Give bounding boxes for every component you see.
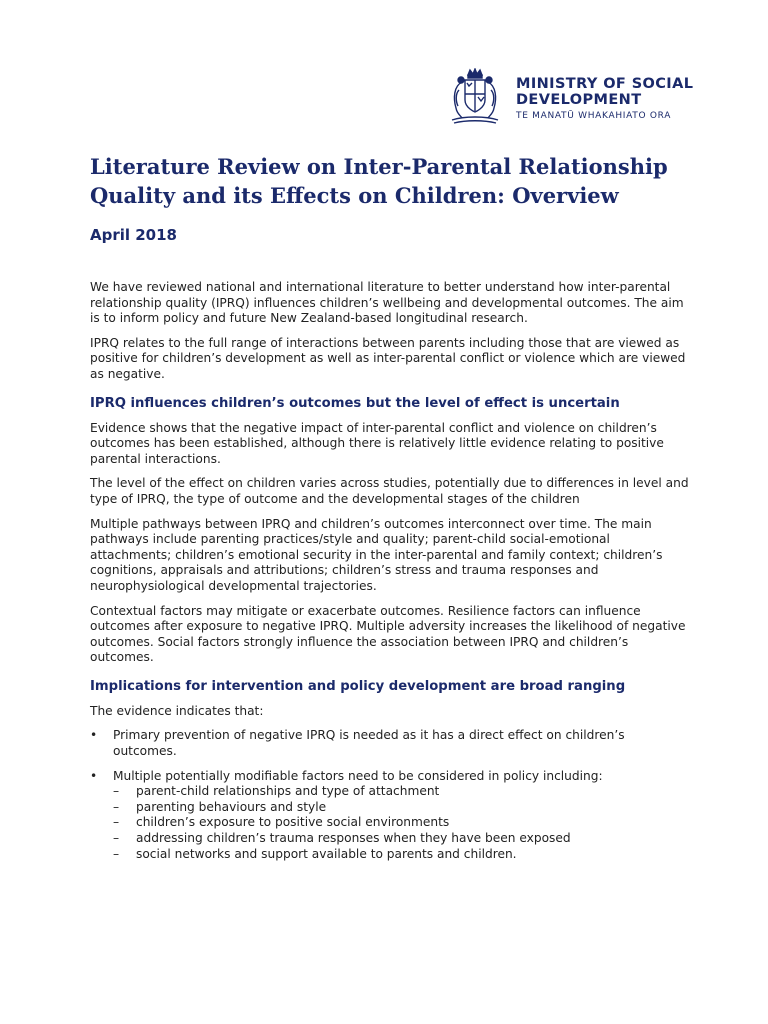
dash-icon: – [113, 831, 120, 846]
bullet-text: Multiple potentially modifiable factors need to be considered in policy including: [113, 768, 603, 783]
sublist-text: parenting behaviours and style [136, 799, 327, 814]
sublist-text: addressing children’s trauma responses when they have been exposed [136, 831, 571, 846]
list-item [90, 769, 690, 863]
document-title-line1: Literature Review on Inter-Parental Relationship [90, 154, 668, 179]
section1-paragraph-4: Contextual factors may mitigate or exacerbate outcomes. Resilience factors can influence outcomes after exposure to negative IPRQ. Multiple adversity increases the likelihood of negative outcomes. Social factors strongly influence the association between IPRQ and children’s outcomes. [90, 603, 686, 665]
section1-paragraph-2: The level of the effect on children varies across studies, potentially due to differences in level and type of IPRQ, the type of outcome and the developmental stages of the children [90, 476, 689, 506]
sublist-text: parent-child relationships and type of attachment [136, 784, 440, 799]
bullet-text: Primary prevention of negative IPRQ is needed as it has a direct effect on children’s outcomes. [113, 728, 625, 759]
document-date: April 2018 [90, 226, 177, 244]
ministry-maori-name: TE MANATŪ WHAKAHIATO ORA [516, 111, 672, 121]
dash-icon: – [113, 815, 120, 830]
dash-icon: – [113, 784, 120, 799]
section1-paragraph-1: Evidence shows that the negative impact of inter-parental conflict and violence on children’s outcomes has been established, although there is relatively little evidence relating to positive parental interactions. [90, 420, 664, 466]
document-title-line2: Quality and its Effects on Children: Overview [90, 183, 619, 208]
sublist-text: social networks and support available to parents and children. [136, 846, 517, 861]
sublist-item [113, 847, 690, 863]
ministry-name-line1: MINISTRY OF SOCIAL [516, 76, 694, 92]
intro-paragraph-2: IPRQ relates to the full range of interactions between parents including those that are viewed as positive for children’s development as well as inter-parental conflict or violence which are viewed as negative. [90, 335, 686, 381]
bullet-icon: • [90, 728, 98, 743]
document-title [90, 152, 710, 210]
list-item [90, 728, 690, 759]
section1-paragraph-3: Multiple pathways between IPRQ and children’s outcomes interconnect over time. The main pathways include parenting practices/style and quality; parent-child social-emotional attachments; children’s emotional security in the inter-parental and family context; children’s cognitions, appraisals and attributions; children’s stress and trauma responses and neurophysiological developmental trajectories. [90, 516, 663, 593]
sublist-text: children’s exposure to positive social environments [136, 815, 450, 830]
ministry-logo [444, 68, 704, 128]
section-heading-implications: Implications for intervention and policy development are broad ranging [90, 678, 626, 694]
implications-list [90, 728, 690, 862]
dash-icon: – [113, 799, 120, 814]
sublist-item [113, 784, 690, 800]
dash-icon: – [113, 846, 120, 861]
nz-coat-of-arms-icon [444, 68, 506, 126]
section2-intro: The evidence indicates that: [90, 703, 264, 718]
ministry-name-line2: DEVELOPMENT [516, 92, 642, 108]
sublist-item [113, 800, 690, 816]
bullet-icon: • [90, 768, 98, 783]
section-heading-outcomes: IPRQ influences children’s outcomes but the level of effect is uncertain [90, 395, 620, 411]
document-body [90, 280, 690, 871]
sublist-item [113, 815, 690, 831]
intro-paragraph-1: We have reviewed national and international literature to better understand how inter-parental relationship quality (IPRQ) influences children’s wellbeing and developmental outcomes. The aim is to inform policy and future New Zealand-based longitudinal research. [90, 280, 684, 326]
ministry-name-block [516, 76, 693, 121]
sublist-item [113, 831, 690, 847]
factors-sublist [113, 784, 690, 862]
